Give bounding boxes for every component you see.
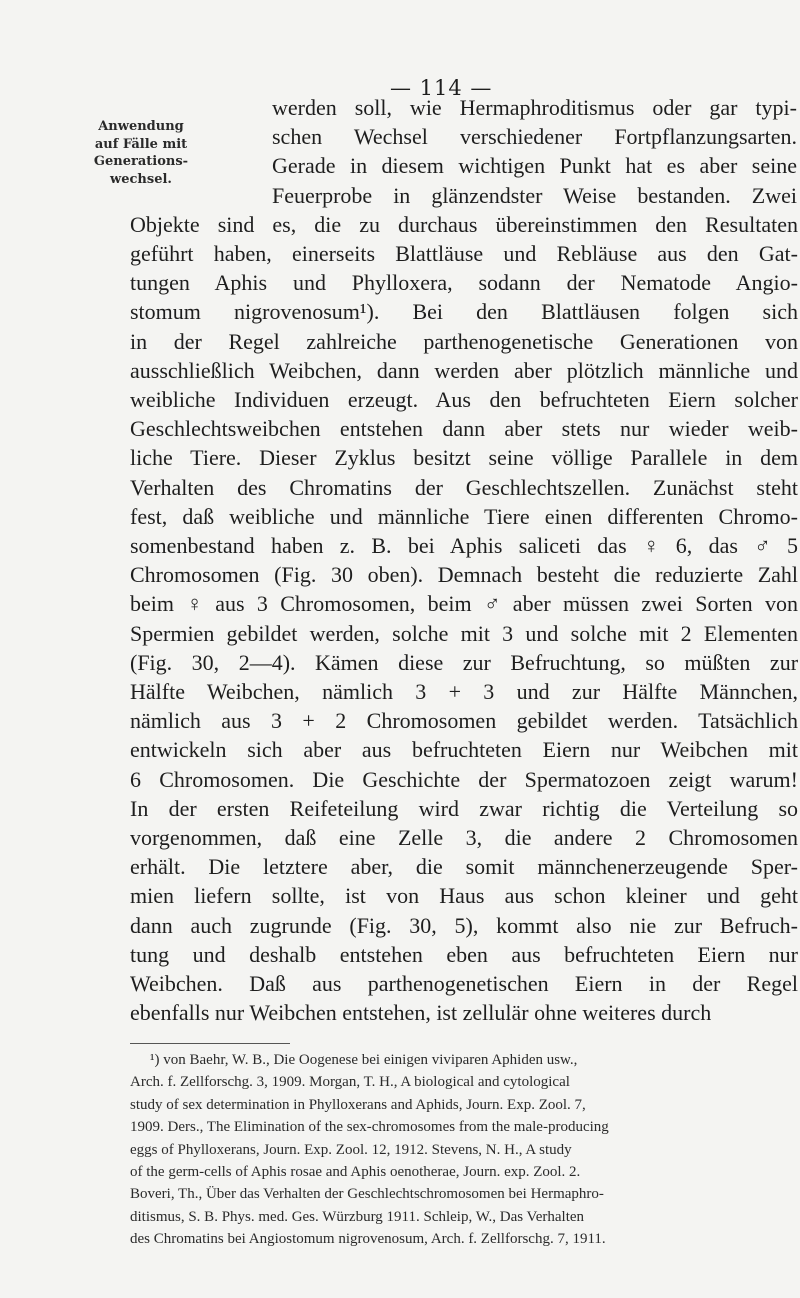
body-line: schen Wechsel verschiedener Fortpflanzungsarten.	[272, 124, 797, 150]
body-line: geführt haben, einerseits Blattläuse und Rebläuse aus den Gat-	[130, 241, 798, 266]
footnote-line: ¹) von Baehr, W. B., Die Oogenese bei einigen viviparen Aphiden usw.,	[150, 1052, 578, 1068]
body-line: vorgenommen, daß eine Zelle 3, die andere 2 Chromosomen	[130, 825, 799, 850]
body-line: (Fig. 30, 2—4). Kämen diese zur Befruchtung, so müßten zur	[130, 649, 799, 675]
body-line: 6 Chromosomen. Die Geschichte der Spermatozoen zeigt warum!	[130, 766, 798, 792]
body-line: ebenfalls nur Weibchen entstehen, ist zellulär ohne weiteres durch	[130, 1000, 712, 1026]
footnote-line: Arch. f. Zellforschg. 3, 1909. Morgan, T. H., A biological and cytological	[130, 1074, 570, 1091]
body-line: in der Regel zahlreiche parthenogenetische Generationen von	[130, 328, 798, 354]
body-line: erhält. Die letztere aber, die somit männchenerzeugende Sper-	[130, 854, 798, 880]
body-line: somenbestand haben z. B. bei Aphis saliceti das ♀ 6, das ♂ 5	[130, 533, 799, 558]
body-line: werden soll, wie Hermaphroditismus oder gar typi-	[272, 95, 797, 120]
body-line: Feuerprobe in glänzendster Weise bestanden. Zwei	[272, 182, 797, 208]
body-line: Verhalten des Chromatins der Geschlechtszellen. Zunächst steht	[130, 474, 798, 500]
margin-note-line: auf Fälle mit	[94, 136, 188, 152]
body-line: mien liefern sollte, ist von Haus aus schon kleiner und geht	[130, 883, 798, 909]
body-line: beim ♀ aus 3 Chromosomen, beim ♂ aber müssen zwei Sorten von	[130, 591, 799, 617]
body-line: dann auch zugrunde (Fig. 30, 5), kommt also nie zur Befruch-	[130, 912, 798, 938]
body-line: Gerade in diesem wichtigen Punkt hat es aber seine	[272, 153, 797, 179]
margin-note	[66, 118, 216, 188]
body-line: stomum nigrovenosum¹). Bei den Blattläusen folgen sich	[130, 299, 798, 325]
body-line: Objekte sind es, die zu durchaus übereinstimmen den Resultaten	[130, 211, 798, 237]
body-line: tung und deshalb entstehen eben aus befruchteten Eiern nur	[130, 941, 798, 967]
footnote-line: study of sex determination in Phylloxerans and Aphids, Journ. Exp. Zool. 7,	[130, 1096, 586, 1113]
footnote-line: des Chromatins bei Angiostomum nigrovenosum, Arch. f. Zellforschg. 7, 1911.	[130, 1231, 606, 1248]
footnote-line: eggs of Phylloxerans, Journ. Exp. Zool. 12, 1912. Stevens, N. H., A study	[130, 1141, 572, 1158]
body-line: entwickeln sich aber aus befruchteten Eiern nur Weibchen mit	[130, 737, 798, 763]
body-line: Hälfte Weibchen, nämlich 3 + 3 und zur Hälfte Männchen,	[130, 679, 798, 704]
body-line: tungen Aphis und Phylloxera, sodann der Nematode Angio-	[130, 270, 798, 296]
footnote-line: Boveri, Th., Über das Verhalten der Geschlechtschromosomen bei Hermaphro-	[130, 1186, 604, 1203]
body-line: Weibchen. Daß aus parthenogenetischen Eiern in der Regel	[130, 971, 798, 996]
body-line: Geschlechtsweibchen entstehen dann aber stets nur wieder weib-	[130, 416, 798, 442]
body-line: nämlich aus 3 + 2 Chromosomen gebildet werden. Tatsächlich	[130, 708, 799, 734]
page-number: — 114 —	[390, 76, 493, 100]
footnote-rule	[130, 1043, 290, 1044]
body-line: Chromosomen (Fig. 30 oben). Demnach besteht die reduzierte Zahl	[130, 562, 799, 588]
margin-note-line: wechsel.	[110, 171, 172, 187]
footnote-line: of the germ-cells of Aphis rosae and Aphis oenotherae, Journ. exp. Zool. 2.	[130, 1164, 581, 1180]
margin-note-line: Generations-	[93, 154, 189, 170]
footnote-line: ditismus, S. B. Phys. med. Ges. Würzburg 1911. Schleip, W., Das Verhalten	[130, 1208, 585, 1225]
body-line: In der ersten Reifeteilung wird zwar richtig die Verteilung so	[130, 795, 799, 821]
body-line: Spermien gebildet werden, solche mit 3 und solche mit 2 Elementen	[130, 620, 798, 646]
body-line: fest, daß weibliche und männliche Tiere einen differenten Chromo-	[130, 503, 798, 529]
margin-note-line: Anwendung	[98, 119, 184, 134]
body-line: liche Tiere. Dieser Zyklus besitzt seine völlige Parallele in dem	[130, 445, 798, 471]
footnote-line: 1909. Ders., The Elimination of the sex-chromosomes from the male-producing	[130, 1119, 609, 1136]
body-line: weibliche Individuen erzeugt. Aus den befruchteten Eiern solcher	[130, 387, 798, 412]
body-line: ausschließlich Weibchen, dann werden aber plötzlich männliche und	[130, 357, 798, 383]
